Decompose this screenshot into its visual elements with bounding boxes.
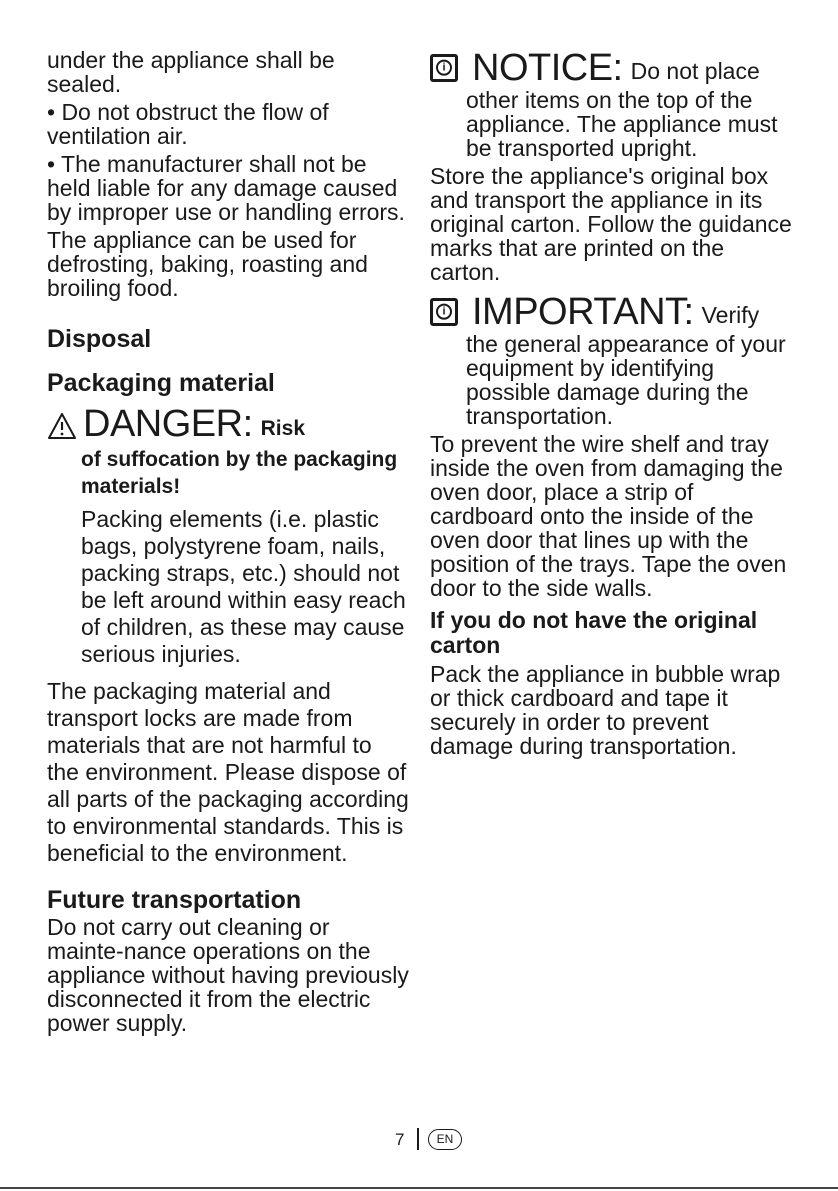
danger-inline-text: Risk	[260, 417, 305, 440]
right-column	[430, 48, 792, 758]
paragraph-environment: The packaging material and transport locks are made from materials that are not harmful to the environment. Please dispose of all parts of the packaging according to environmental standards. This is beneficial to the environment.	[47, 678, 409, 866]
paragraph-wire-shelf: To prevent the wire shelf and tray inside the oven from damaging the oven door, place a strip of cardboard onto the inside of the oven door that lines up with the position of the trays. Tape the oven door to the side walls.	[430, 431, 787, 601]
future-transport-heading: Future transportation	[47, 886, 302, 914]
paragraph-usage: The appliance can be used for defrosting, baking, roasting and broiling food.	[47, 227, 368, 301]
paragraph-sealed: under the appliance shall be sealed.	[47, 47, 335, 97]
danger-label: DANGER:	[83, 403, 253, 445]
danger-body-text: Packing elements (i.e. plastic bags, polystyrene foam, nails, packing straps, etc.) should not be left around within easy reach of children, as these may cause serious injuries.	[81, 506, 406, 667]
important-inline-text: Verify	[701, 302, 760, 328]
notice-label: NOTICE:	[472, 47, 623, 89]
info-icon: i	[430, 298, 458, 326]
danger-bold-text: of suffocation by the packaging materials!	[81, 448, 398, 498]
warning-triangle-icon	[47, 412, 77, 440]
notice-inline-text: Do not place	[630, 58, 760, 84]
disposal-heading: Disposal	[47, 325, 152, 353]
language-badge: EN	[428, 1129, 462, 1150]
page-footer	[0, 1127, 838, 1153]
important-label: IMPORTANT:	[472, 291, 694, 333]
important-body: the general appearance of your equipment by identifying possible damage during the transportation.	[466, 331, 786, 429]
left-column	[47, 48, 409, 1035]
info-icon: i	[430, 54, 458, 82]
bullet-ventilation: • Do not obstruct the flow of ventilation air.	[47, 99, 329, 149]
paragraph-cleaning: Do not carry out cleaning or mainte-nance operations on the appliance without having previously disconnected it from the electric power supply.	[47, 914, 409, 1036]
bullet-liability: • The manufacturer shall not be held liable for any damage caused by improper use or handling errors.	[47, 151, 405, 225]
footer-divider	[417, 1128, 419, 1150]
original-carton-heading: If you do not have the original carton	[430, 607, 758, 658]
danger-block	[47, 446, 409, 668]
paragraph-store-box: Store the appliance's original box and transport the appliance in its original carton. Follow the guidance marks that are printed on the carton.	[430, 163, 792, 285]
notice-body: other items on the top of the appliance. The appliance must be transported upright.	[466, 87, 778, 161]
paragraph-bubble-wrap: Pack the appliance in bubble wrap or thick cardboard and tape it securely in order to prevent damage during transportation.	[430, 661, 781, 759]
bottom-rule	[0, 1187, 838, 1189]
page-number: 7	[395, 1130, 405, 1149]
notice-header	[430, 48, 792, 88]
packaging-heading: Packaging material	[47, 369, 275, 397]
danger-header	[47, 404, 409, 444]
important-header	[430, 292, 792, 332]
